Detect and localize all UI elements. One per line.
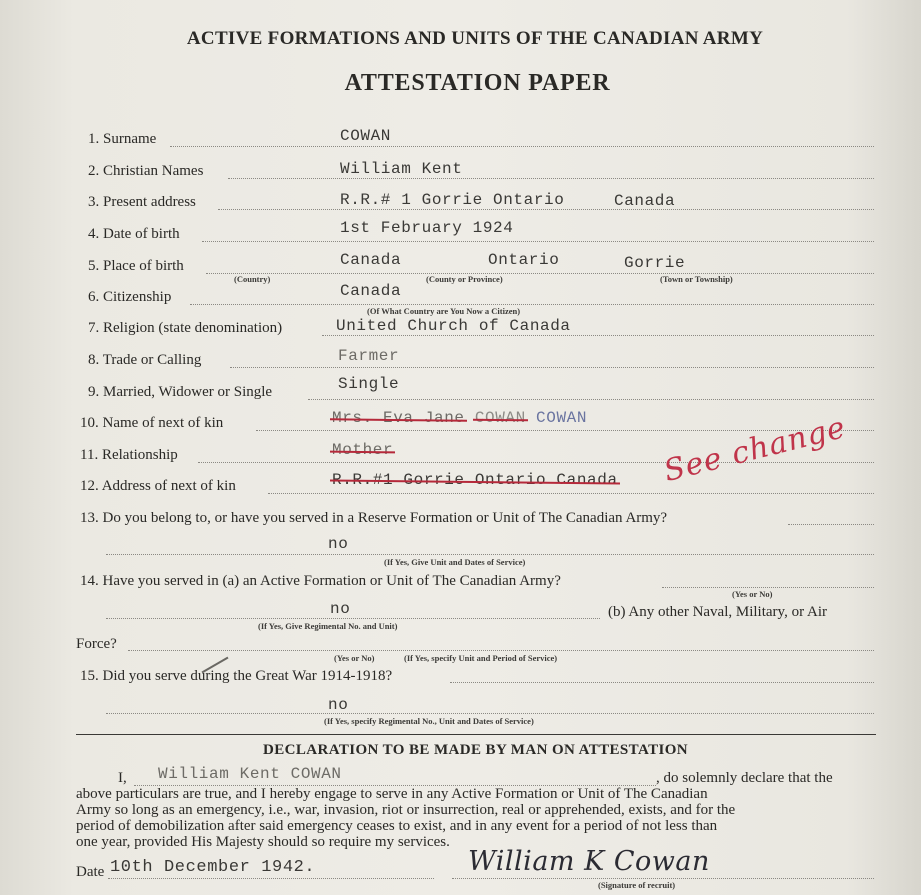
declaration-heading: DECLARATION TO BE MADE BY MAN ON ATTESTATION	[262, 742, 689, 758]
field-marital-value: Single	[338, 375, 400, 393]
date-label: Date	[76, 864, 105, 880]
question-13-answer: no	[328, 535, 349, 553]
field-address-value: R.R.# 1 Gorrie Ontario	[340, 191, 565, 209]
red-handwritten-annotation: See change	[660, 410, 850, 489]
field-relationship-label: 11. Relationship	[80, 447, 178, 463]
field-surname-label: 1. Surname	[88, 131, 157, 147]
field-relationship-value: Mother	[332, 441, 394, 459]
recruit-signature: William K Cowan	[468, 846, 710, 877]
declaration-line4: period of demobilization after said emergency ceases to exist, and in any event for a period of not less than	[76, 818, 718, 834]
field-pob-town: Gorrie	[624, 254, 686, 272]
declaration-line5: one year, provided His Majesty should so require my services.	[76, 834, 450, 850]
question-13: 13. Do you belong to, or have you served in a Reserve Formation or Unit of The Canadian Army?	[80, 510, 668, 526]
field-address-country: Canada	[614, 192, 676, 210]
header-title: ACTIVE FORMATIONS AND UNITS OF THE CANADIAN ARMY	[186, 28, 764, 49]
field-marital-label: 9. Married, Widower or Single	[88, 384, 273, 400]
question-14a: 14. Have you served in (a) an Active Formation or Unit of The Canadian Army?	[80, 573, 561, 589]
field-pob-country: Canada	[340, 251, 402, 269]
question-15: 15. Did you serve during the Great War 1914-1918?	[80, 668, 393, 684]
header-subtitle: ATTESTATION PAPER	[344, 70, 611, 96]
field-dob-label: 4. Date of birth	[88, 226, 180, 242]
sub-country: (Country)	[234, 274, 271, 284]
question-14a-sub: (Yes or No)	[732, 589, 773, 599]
signature-sub: (Signature of recruit)	[598, 880, 676, 890]
field-religion-label: 7. Religion (state denomination)	[88, 320, 283, 336]
sub-citizenship: (Of What Country are You Now a Citizen)	[367, 306, 521, 316]
field-christian-names-label: 2. Christian Names	[88, 163, 204, 179]
question-14b: (b) Any other Naval, Military, or Air	[608, 604, 827, 620]
field-religion-value: United Church of Canada	[336, 317, 571, 335]
date-value: 10th December 1942.	[110, 858, 316, 877]
field-trade-value: Farmer	[338, 347, 400, 365]
field-trade-label: 8. Trade or Calling	[88, 352, 202, 368]
field-nok-label: 10. Name of next of kin	[80, 415, 224, 431]
field-nok-value: Mrs. Eva Jane COWAN COWAN	[332, 409, 588, 427]
question-14-specify: (If Yes, specify Unit and Period of Service)	[404, 653, 558, 663]
declaration-line3: Army so long as an emergency, i.e., war, invasion, riot or insurrection, real or apprehended, exists, and for the	[76, 802, 736, 818]
sub-county: (County or Province)	[426, 274, 503, 284]
sub-town: (Town or Township)	[660, 274, 733, 284]
field-dob-value: 1st February 1924	[340, 219, 514, 237]
question-14-yes-no: (Yes or No)	[334, 653, 375, 663]
section-divider	[76, 734, 876, 735]
field-nok-address-label: 12. Address of next of kin	[80, 478, 236, 494]
question-15-answer: no	[328, 696, 349, 714]
field-citizenship-label: 6. Citizenship	[88, 289, 172, 305]
question-14-force: Force?	[76, 636, 117, 652]
declaration-line2: above particulars are true, and I hereby engage to serve in any Active Formation or Unit of The Canadian	[76, 786, 708, 802]
declaration-line1-end: , do solemnly declare that the	[656, 770, 833, 786]
question-14b-sub: (If Yes, Give Regimental No. and Unit)	[258, 621, 398, 631]
declaration-prefix: I,	[118, 770, 127, 786]
question-13-sub: (If Yes, Give Unit and Dates of Service)	[384, 557, 526, 567]
field-christian-names-value: William Kent	[340, 160, 463, 178]
field-nok-address-value: R.R.#1 Gorrie Ontario Canada	[332, 471, 618, 489]
question-15-sub: (If Yes, specify Regimental No., Unit and Dates of Service)	[324, 716, 534, 726]
question-14a-answer: no	[330, 600, 351, 618]
field-pob-county: Ontario	[488, 251, 560, 269]
field-citizenship-value: Canada	[340, 282, 402, 300]
field-address-label: 3. Present address	[88, 194, 196, 210]
field-pob-label: 5. Place of birth	[88, 258, 184, 274]
declaration-name: William Kent COWAN	[158, 765, 342, 783]
field-surname-value: COWAN	[340, 127, 392, 145]
